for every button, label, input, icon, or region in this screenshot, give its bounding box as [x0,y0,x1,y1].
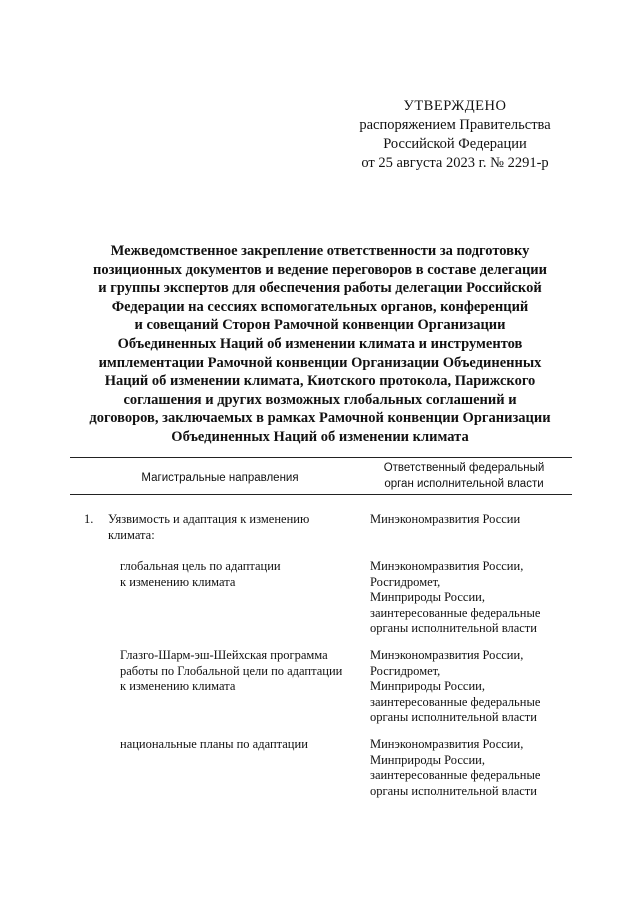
direction-line: климата: [108,527,155,542]
title-line: и совещаний Сторон Рамочной конвенции Организации [134,317,506,334]
title-line: Федерации на сессиях вспомогательных органов, конференций [111,298,529,315]
direction-line: Уязвимость и адаптация к изменению [108,512,310,526]
responsible-line: Минприроды России, [370,679,485,694]
approval-block [330,97,580,173]
approval-line-country: Российской Федерации [383,136,527,152]
title-line: позиционных документов и ведение переговоров в составе делегации [92,261,548,278]
responsible-cell [370,512,575,528]
direction-line: глобальная цель по адаптации [120,559,281,573]
title-line: Объединенных Наций об изменении климата и инструментов [117,335,523,352]
title-line: и группы экспертов для обеспечения работы делегации Российской [98,280,542,297]
responsible-line: Минэкономразвития России, [370,648,524,662]
table-top-rule [70,457,572,458]
column-header-responsible-line: орган исполнительной власти [384,478,544,490]
approval-stamp-heading: УТВЕРЖДЕНО [403,98,507,114]
responsible-line: органы исполнительной власти [370,621,537,636]
direction-line: национальные планы по адаптации [120,737,308,751]
direction-cell [120,737,360,753]
column-header-directions: Магистральные направления [141,472,299,484]
responsible-line: Минэкономразвития России, [370,559,524,573]
column-header-responsible-line: Ответственный федеральный [383,462,545,474]
responsible-line: Росгидромет, [370,663,441,678]
responsible-line: Росгидромет, [370,574,441,589]
responsible-line: органы исполнительной власти [370,710,537,725]
responsible-cell [370,737,575,799]
title-line: Межведомственное закрепление ответственности за подготовку [110,243,530,259]
responsible-line: заинтересованные федеральные [370,694,541,709]
title-line: договоров, заключаемых в рамках Рамочной конвенции Организации [89,410,551,427]
direction-cell [120,559,360,590]
title-line: Наций об изменении климата, Киотского протокола, Парижского [104,373,536,390]
title-line: имплементации Рамочной конвенции Организации Объединенных [98,354,542,371]
responsible-line: Минприроды России, [370,752,485,767]
responsible-line: органы исполнительной власти [370,783,537,798]
direction-line: работы по Глобальной цели по адаптации [120,663,343,678]
approval-line-date: от 25 августа 2023 г. № 2291-р [361,155,549,171]
responsible-line: Минприроды России, [370,590,485,605]
direction-line: к изменению климата [120,679,236,694]
responsible-cell [370,559,575,637]
approval-line-decree: распоряжением Правительства [359,117,551,133]
direction-cell [108,512,358,543]
column-header-responsible [362,460,566,492]
document-title [66,242,574,447]
direction-cell [120,648,360,695]
responsible-line: Минэкономразвития России, [370,737,524,751]
direction-line: к изменению климата [120,574,236,589]
table-header-rule [70,494,572,495]
row-number: 1. [84,512,94,526]
responsible-line: заинтересованные федеральные [370,605,541,620]
responsible-line: заинтересованные федеральные [370,768,541,783]
responsible-line: Минэкономразвития России [370,512,521,526]
title-line: соглашения и других возможных глобальных соглашений и [123,391,517,408]
direction-line: Глазго-Шарм-эш-Шейхская программа [120,648,328,662]
title-line: Объединенных Наций об изменении климата [171,428,469,445]
responsible-cell [370,648,575,726]
